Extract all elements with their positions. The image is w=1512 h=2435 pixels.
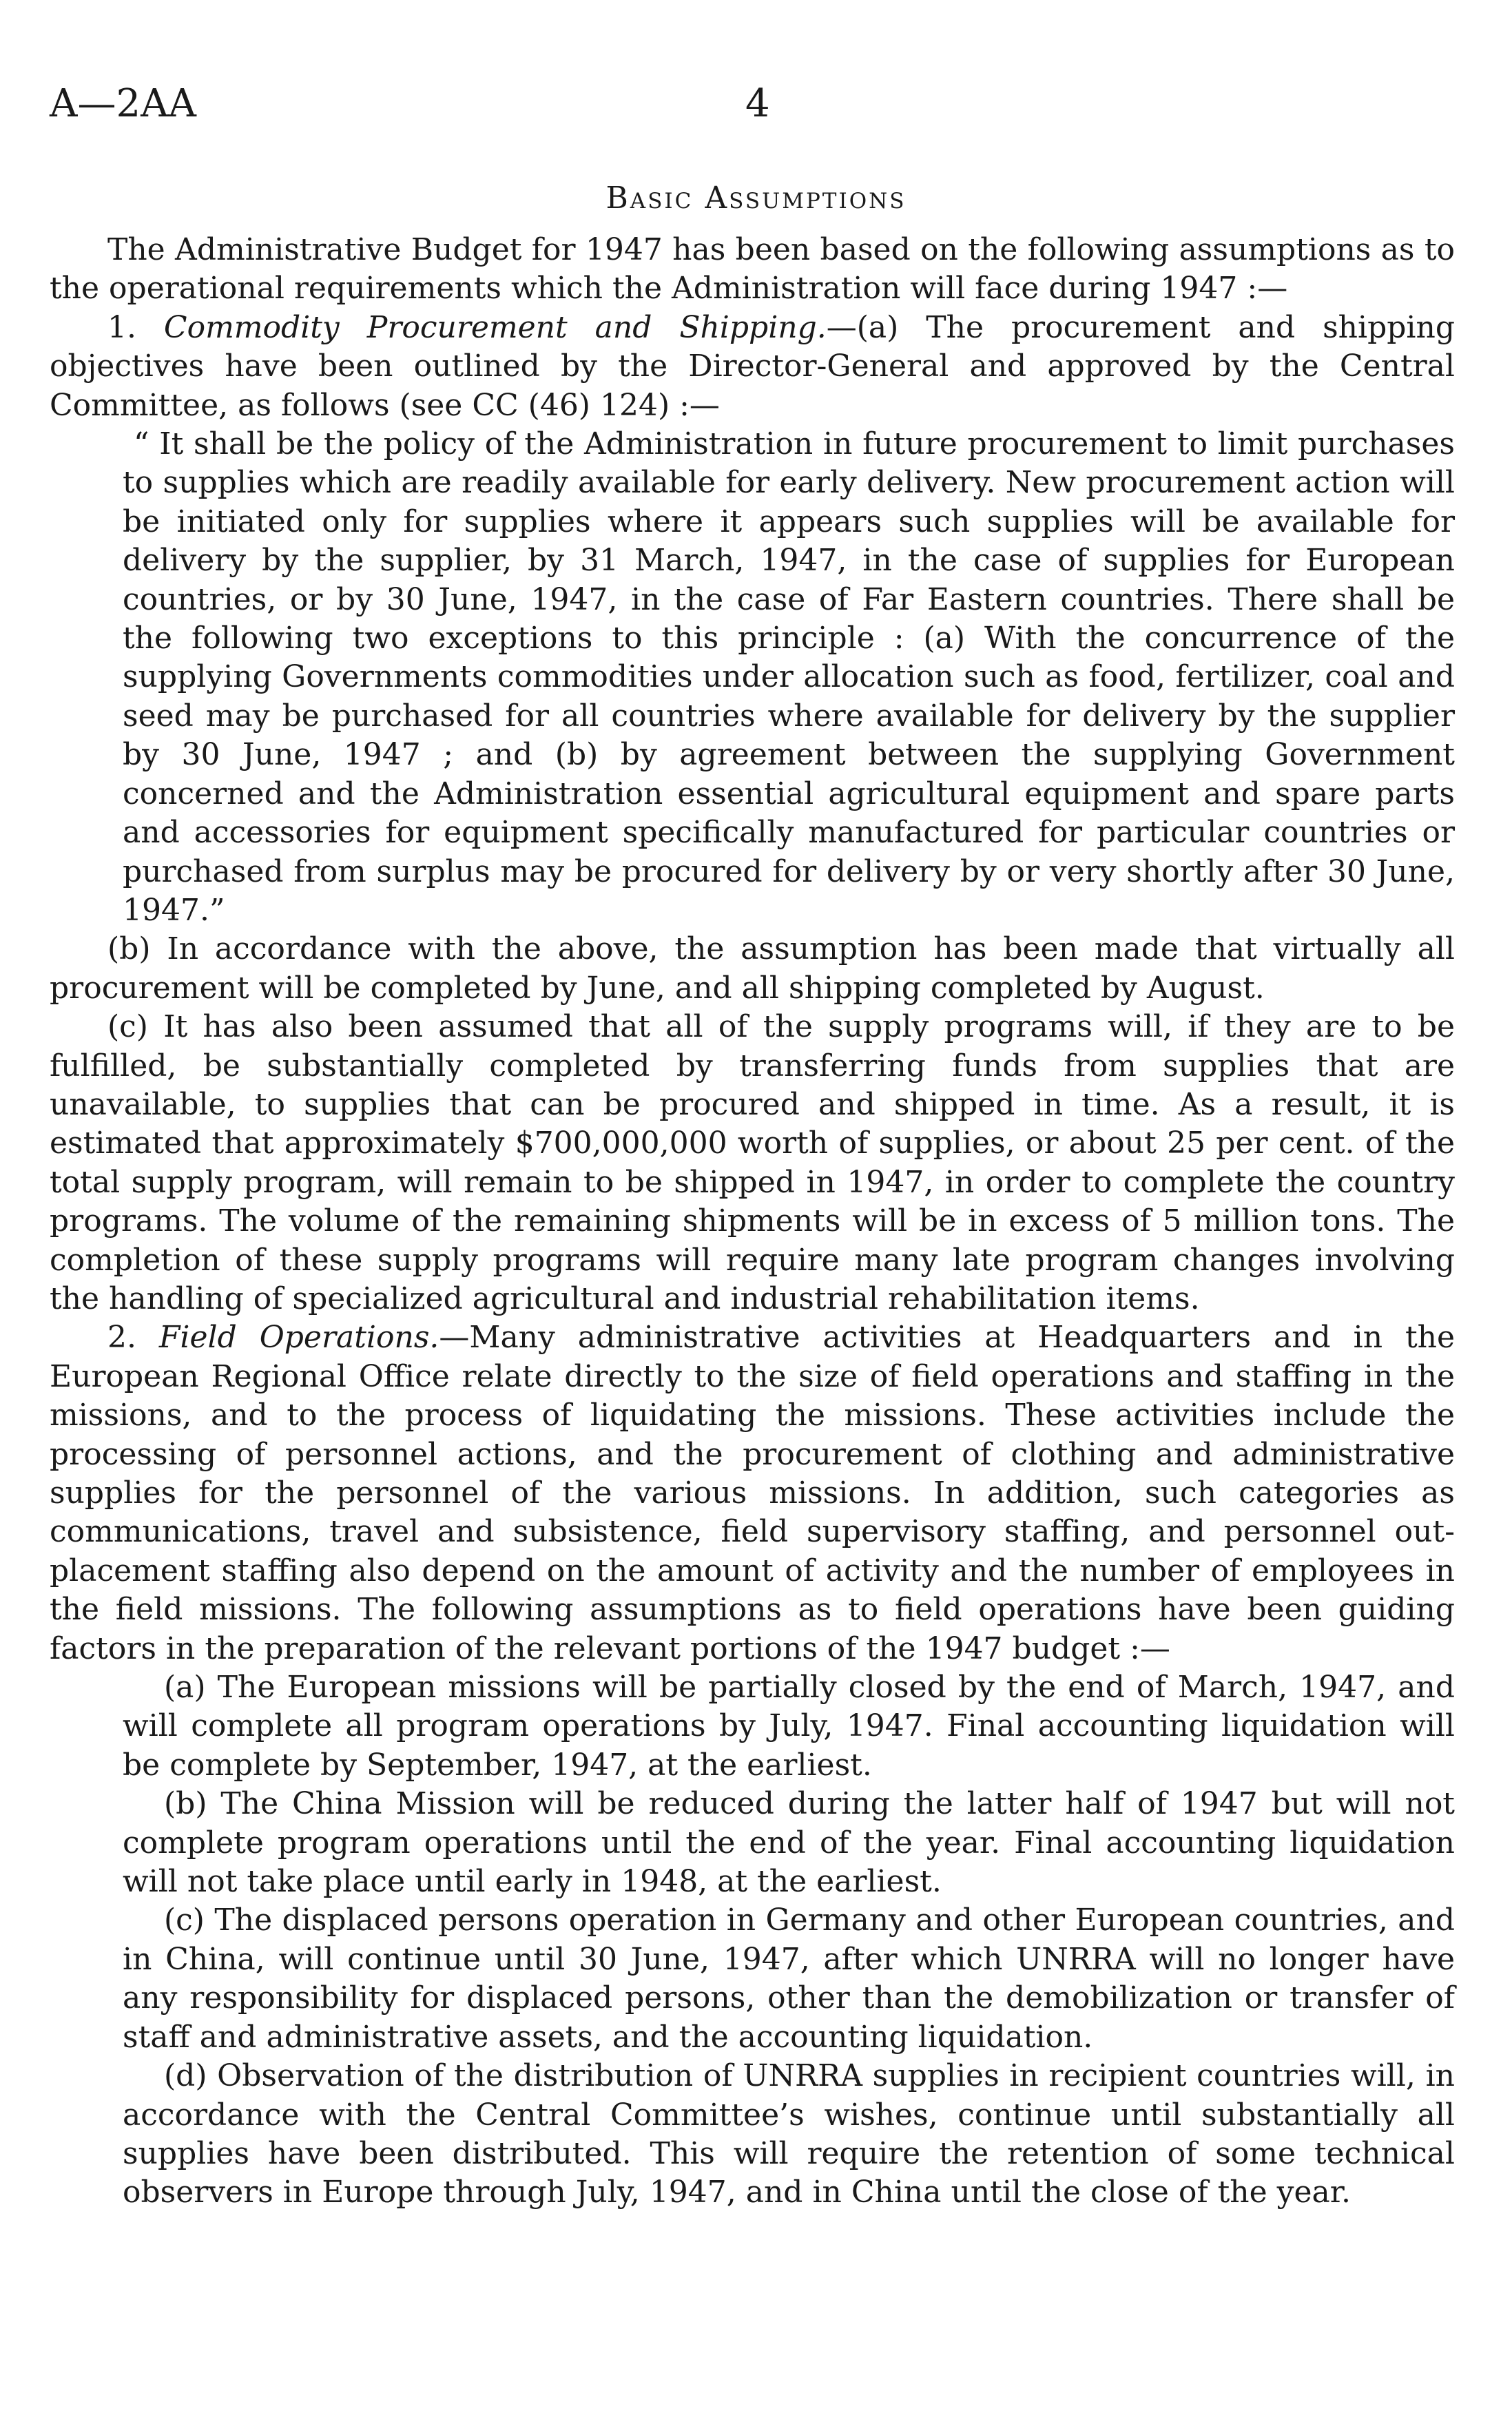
intro-paragraph: The Administrative Budget for 1947 has been based on the following assumptions as to the operational requirements which the Administration will face during 1947 :—: [50, 232, 1455, 307]
field-operations-paragraph: [50, 1318, 1455, 1668]
commodity-text: —(a) The procurement and shipping objectives have been outlined by the Director-General and approved by the Central Committee, as follows (see CC (46) 124) :—: [50, 309, 1455, 423]
commodity-paragraph: [50, 309, 1455, 425]
section-title: Basic Assumptions: [605, 180, 907, 216]
paragraph-2a: (a) The European missions will be partially closed by the end of March, 1947, and will complete all program operations by July, 1947. Final accounting liquidation will be complete by September, 1947, at the earliest.: [123, 1670, 1455, 1783]
body-text: [50, 231, 1455, 2213]
paragraph-2d: (d) Observation of the distribution of UNRRA supplies in recipient countries will, in accordance with the Central Committee’s wishes, continue until substantially all supplies have been distributed. This will require the retention of some technical observers in Europe through July, 1947, and in China until the close of the year.: [123, 2058, 1455, 2210]
paragraph-1c: (c) It has also been assumed that all of the supply programs will, if they are to be fulfilled, be substantially completed by transferring funds from supplies that are unavailable, to supplies that can be procured and shipped in time. As a result, it is estimated that approximately $700,000,000 worth of supplies, or about 25 per cent. of the total supply program, will remain to be shipped in 1947, in order to complete the country programs. The volume of the remaining shipments will be in excess of 5 million tons. The completion of these supply programs will require many late program changes involving the handling of specialized agricultural and industrial rehabilitation items.: [50, 1009, 1455, 1316]
paragraph-2b: (b) The China Mission will be reduced during the latter half of 1947 but will not complete program operations until the end of the year. Final accounting liquidation will not take place until early in 1948, at the earliest.: [123, 1786, 1455, 1900]
field-operations-heading: Field Operations.: [158, 1320, 439, 1356]
document-code: A—2AA: [50, 81, 196, 126]
field-operations-text: —Many administrative activities at Headquarters and in the European Regional Office relate directly to the size of field operations and staffing in the missions, and to the process of liquidating the missions. These activities include the processing of personnel actions, and the procurement of clothing and administrative supplies for the personnel of the various missions. In addition, such categories as communications, travel and subsistence, field supervisory staffing, and personnel out-placement staffing also depend on the amount of activity and the number of employees in the field missions. The following assumptions as to field operations have been guiding factors in the preparation of the relevant portions of the 1947 budget :—: [50, 1320, 1455, 1666]
item-number: 1.: [107, 309, 164, 345]
page-number: 4: [745, 81, 770, 126]
page-header: [50, 81, 1455, 143]
policy-quote: “ It shall be the policy of the Administration in future procurement to limit purchases to supplies which are readily available for early delivery. New procurement action will be initiated only for supplies where it appears such supplies will be available for delivery by the supplier, by 31 March, 1947, in the case of supplies for European countries, or by 30 June, 1947, in the case of Far Eastern countries. There shall be the following two exceptions to this principle : (a) With the concurrence of the supplying Governments commodities under allocation such as food, fertilizer, coal and seed may be purchased for all countries where available for delivery by the supplier by 30 June, 1947 ; and (b) by agreement between the supplying Government concerned and the Administration essential agricultural equipment and spare parts and accessories for equipment specifically manufactured for particular countries or purchased from surplus may be procured for delivery by or very shortly after 30 June, 1947.”: [123, 426, 1455, 928]
paragraph-2c: (c) The displaced persons operation in Germany and other European countries, and in China, will continue until 30 June, 1947, after which UNRRA will no longer have any responsibility for displaced persons, other than the demobilization or transfer of staff and administrative assets, and the accounting liquidation.: [123, 1903, 1455, 2055]
paragraph-1b: (b) In accordance with the above, the assumption has been made that virtually all procurement will be completed by June, and all shipping completed by August.: [50, 931, 1455, 1006]
commodity-heading: Commodity Procurement and Shipping.: [163, 309, 827, 345]
item-number: 2.: [107, 1320, 159, 1356]
